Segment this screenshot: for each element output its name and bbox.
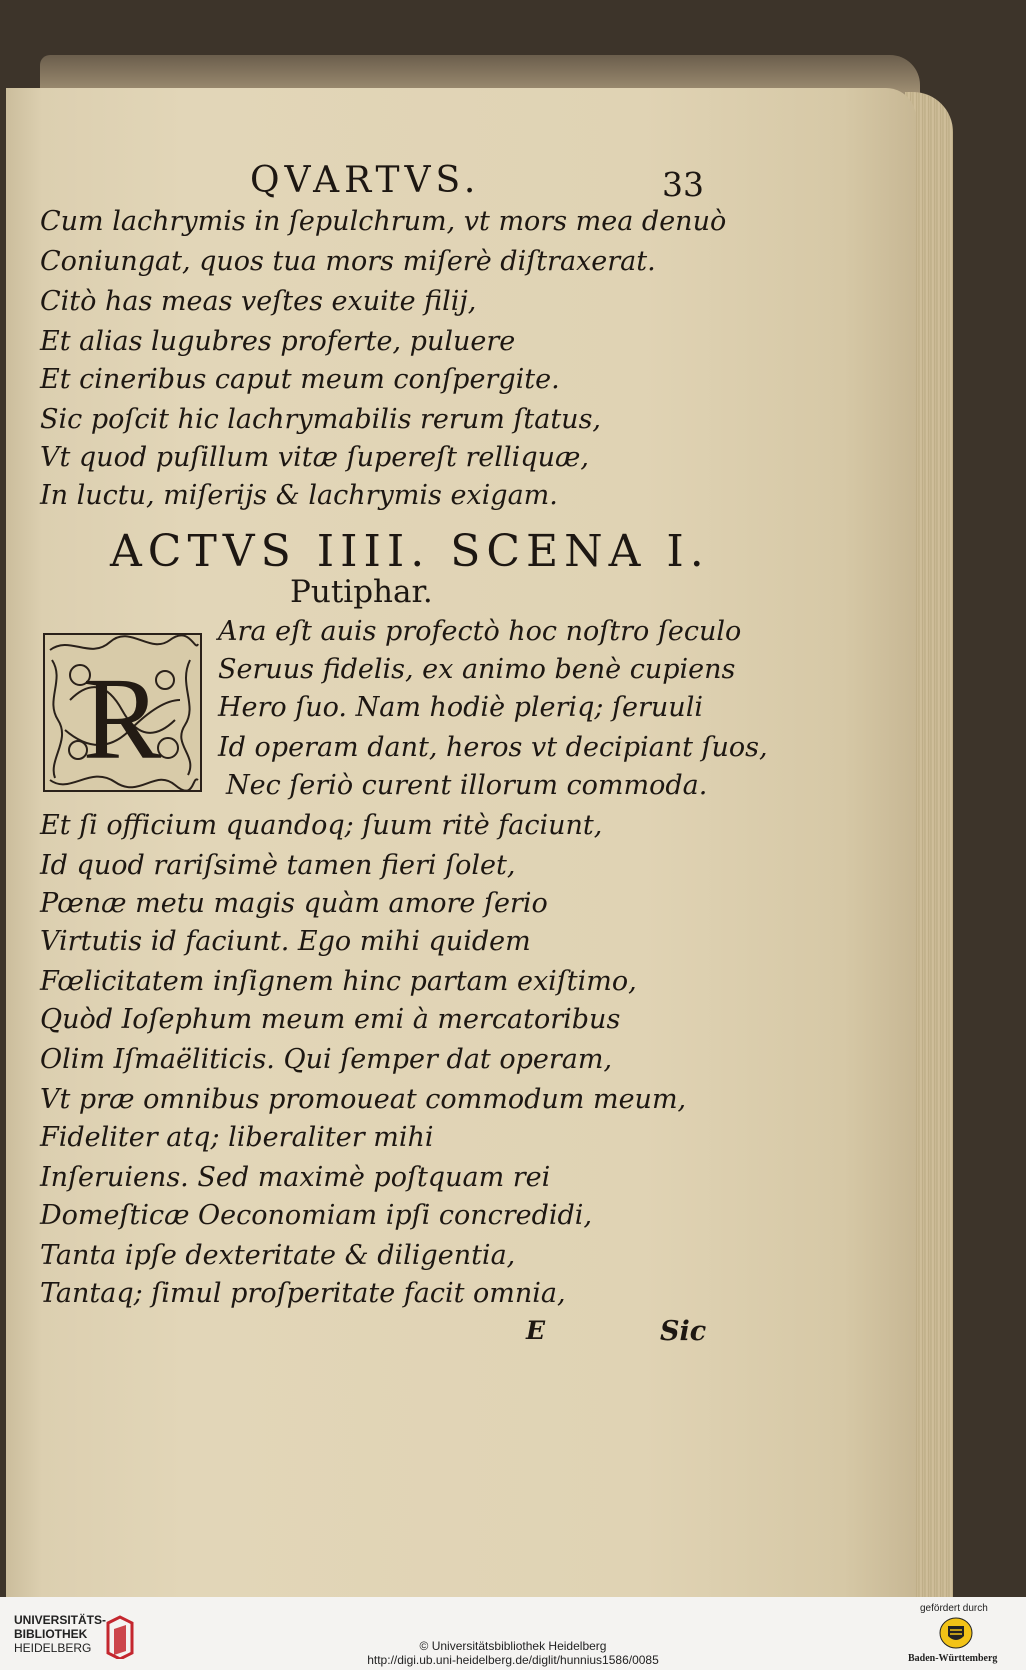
verse-line: Inſeruiens. Sed maximè poſtquam rei bbox=[40, 1162, 551, 1193]
act-heading: ACTVS IIII. SCENA I. bbox=[110, 526, 710, 577]
copyright-block bbox=[0, 1639, 1026, 1667]
verse-line: Cum lachrymis in ſepulchrum, vt mors mea denuò bbox=[40, 206, 727, 237]
verse-line: Hero ſuo. Nam hodiè pleriq; ſeruuli bbox=[218, 692, 703, 723]
verse-line: Nec ſeriò curent illorum commoda. bbox=[226, 770, 708, 801]
page-number: 33 bbox=[662, 165, 704, 204]
verse-line: Coniungat, quos tua mors miſerè diſtraxerat. bbox=[40, 246, 656, 277]
verse-line: Fideliter atq; liberaliter mihi bbox=[40, 1122, 434, 1153]
permalink-url[interactable]: http://digi.ub.uni-heidelberg.de/diglit/hunnius1586/0085 bbox=[367, 1653, 659, 1667]
verse-line: Id quod rariſsimè tamen fieri ſolet, bbox=[40, 850, 516, 881]
verse-line: Fœlicitatem inſignem hinc partam exiſtimo, bbox=[40, 966, 637, 997]
state-seal-icon bbox=[939, 1617, 973, 1649]
verse-line: Tanta ipſe dexteritate & diligentia, bbox=[40, 1240, 516, 1271]
verse-line: Olim Iſmaëliticis. Qui ſemper dat operam, bbox=[40, 1044, 613, 1075]
logo-line: HEIDELBERG bbox=[14, 1641, 92, 1655]
verse-line: Tantaq; ſimul proſperitate facit omnia, bbox=[40, 1278, 566, 1309]
verse-line: Quòd Ioſephum meum emi à mercatoribus bbox=[40, 1004, 621, 1035]
verse-line: Citò has meas veſtes exuite filij, bbox=[40, 286, 477, 317]
verse-line: Ara eſt auis profectò hoc noſtro ſeculo bbox=[218, 616, 742, 647]
copyright-text: © Universitätsbibliothek Heidelberg bbox=[419, 1639, 607, 1653]
logo-line: BIBLIOTHEK bbox=[14, 1627, 88, 1641]
funded-by-label: gefördert durch bbox=[920, 1603, 988, 1614]
verse-line: Et cineribus caput meum conſpergite. bbox=[40, 364, 560, 395]
signature-mark: E bbox=[526, 1316, 546, 1345]
verse-line: Virtutis id faciunt. Ego mihi quidem bbox=[40, 926, 531, 957]
catchword: Sic bbox=[660, 1316, 707, 1347]
verse-line: Et ſi officium quandoq; ſuum ritè faciunt, bbox=[40, 810, 603, 841]
verse-line: Sic poſcit hic lachrymabilis rerum ſtatus, bbox=[40, 404, 602, 435]
verse-line: In luctu, miſerijs & lachrymis exigam. bbox=[40, 480, 558, 511]
ornamental-drop-cap bbox=[40, 630, 205, 795]
running-header: QVARTVS. bbox=[250, 160, 481, 201]
verse-line: Vt quod puſillum vitæ ſupereſt relliquæ, bbox=[40, 442, 589, 473]
verse-line: Domeſticæ Oeconomiam ipſi concredidi, bbox=[40, 1200, 593, 1231]
verse-line: Id operam dant, heros vt decipiant ſuos, bbox=[218, 732, 768, 763]
funder-name: Baden-Württemberg bbox=[908, 1653, 998, 1664]
verse-line: Pœnæ metu magis quàm amore ſerio bbox=[40, 888, 548, 919]
verse-line: Seruus fidelis, ex animo benè cupiens bbox=[218, 654, 736, 685]
verse-line: Vt præ omnibus promoueat commodum meum, bbox=[40, 1084, 687, 1115]
drop-cap-letter: R bbox=[82, 653, 162, 784]
logo-line: UNIVERSITÄTS- bbox=[14, 1613, 107, 1627]
speaker-name: Putiphar. bbox=[290, 574, 433, 610]
viewer-footer bbox=[0, 1597, 1026, 1670]
verse-line: Et alias lugubres proferte, puluere bbox=[40, 326, 516, 357]
